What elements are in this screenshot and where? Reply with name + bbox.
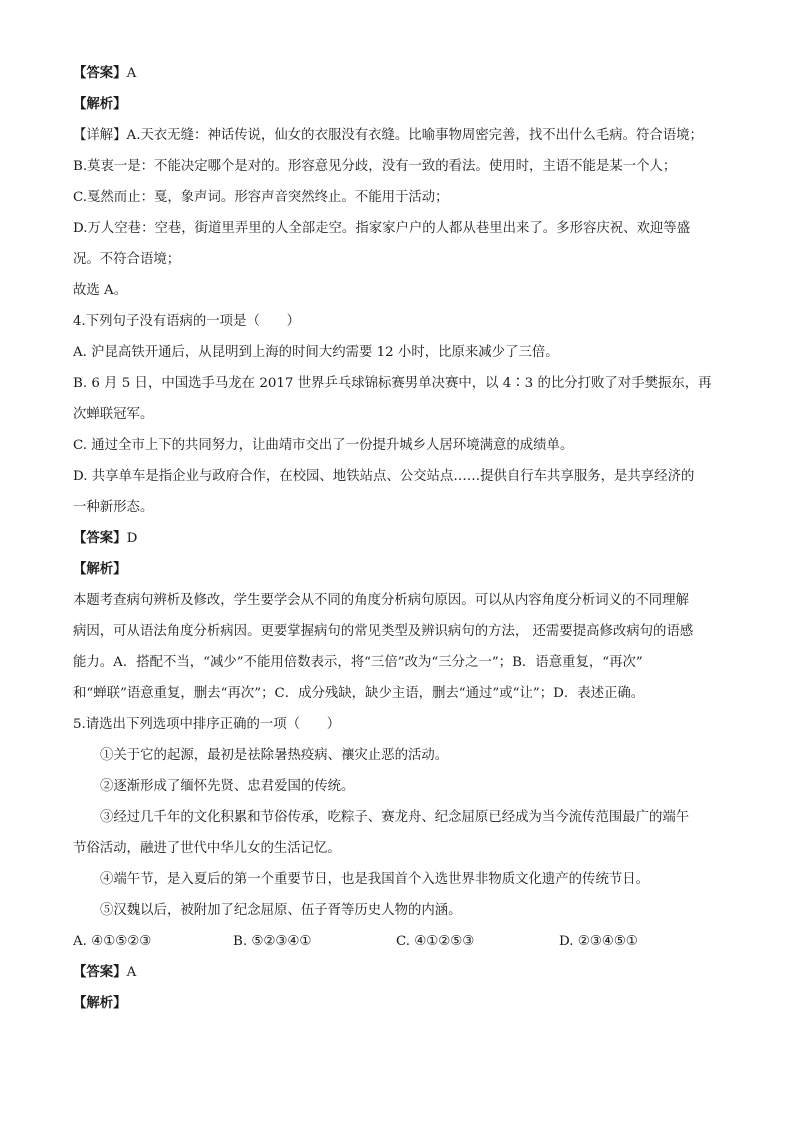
q3-answer [73,58,733,89]
q4-answer [73,523,733,554]
option-d: D. ②③④⑤① [559,934,638,949]
answer-label: 【答案】 [73,65,127,81]
option-c: C. ④①②⑤③ [396,934,475,949]
q3-analysis-line: B.莫衷一是：不能决定哪个是对的。形容意见分歧，没有一致的看法。使用时，主语不能是某一个人； [73,159,677,174]
option-a: A. ④①⑤②③ [73,934,152,949]
q4-option-line: 次蝉联冠军。 [73,407,154,422]
q4-option-line: C. 通过全市上下的共同努力，让曲靖市交出了一份提升城乡人居环境满意的成绩单。 [73,438,574,453]
q4-option-line: D. 共享单车是指企业与政府合作，在校园、地铁站点、公交站点……提供自行车共享服务，是共享经济的 [73,469,695,484]
answer-value: A [126,965,137,980]
q4-option-line: B. 6 月 5 日，中国选手马龙在 2017 世界乒乓球锦标赛男单决赛中，以 4∶3 的比分打败了对手樊振东，再 [73,376,712,391]
q4-analysis-line: 能力。A．搭配不当，“减少”不能用倍数表示，将“三倍”改为“三分之一”；B．语意重复，“再次” [73,655,643,670]
q5-sentence-continued: 节俗活动，融进了世代中华儿女的生活记忆。 [73,841,341,856]
q4-analysis-line: 本题考查病句辨析及修改，学生要学会从不同的角度分析病句原因。可以从内容角度分析词义的不同理解 [73,593,689,608]
answer-label: 【答案】 [73,964,127,980]
answer-value: A [126,66,137,81]
q3-analysis-line: 故选 A。 [73,283,128,298]
option-b: B. ⑤②③④① [233,934,312,949]
q4-analysis-label: 【解析】 [73,561,127,577]
q3-analysis-line: 【详解】A.天衣无缝：神话传说，仙女的衣服没有衣缝。比喻事物周密完善，找不出什么毛病。符合语境； [73,128,703,143]
q5-sentence: ⑤汉魏以后，被附加了纪念屈原、伍子胥等历史人物的内涵。 [100,903,462,918]
q3-analysis-line: 况。不符合语境； [73,252,181,267]
q5-sentence: ②逐渐形成了缅怀先贤、忠君爱国的传统。 [100,779,355,794]
q4-option-line: 一种新形态。 [73,500,154,515]
q4-analysis-line: 病因，可从语法角度分析病因。更要掌握病句的常见类型及辨识病句的方法， 还需要提高修改病句的语感 [73,624,694,639]
q5-sentence: ①关于它的起源，最初是祛除暑热疫病、禳灾止恶的活动。 [100,748,449,763]
q3-analysis-label: 【解析】 [73,96,127,112]
q5-answer [73,957,733,988]
q4-analysis-line: 和“蝉联”语意重复，删去“再次”；C．成分残缺，缺少主语，删去“通过”或“让”；D．表述正确。 [73,686,645,701]
document-page [73,58,733,1019]
q5-sentence: ③经过几千年的文化积累和节俗传承，吃粽子、赛龙舟、纪念屈原已经成为当今流传范围最广的端午 [100,810,690,825]
q5-analysis-label: 【解析】 [73,995,127,1011]
q3-analysis-line: C.戛然而止：戛，象声词。形容声音突然终止。不能用于活动； [73,190,449,205]
answer-label: 【答案】 [73,530,127,546]
q4-stem: 4.下列句子没有语病的一项是（ ） [73,314,301,329]
q4-option-line: A. 沪昆高铁开通后，从昆明到上海的时间大约需要 12 小时，比原来减少了三倍。 [73,345,559,360]
q3-analysis-line: D.万人空巷：空巷，街道里弄里的人全部走空。指家家户户的人都从巷里出来了。多形容庆祝、欢迎等盛 [73,221,691,236]
answer-value: D [126,531,138,546]
q5-options [73,926,733,957]
q5-sentence: ④端午节，是入夏后的第一个重要节日，也是我国首个入选世界非物质文化遗产的传统节日。 [100,872,650,887]
q5-stem: 5.请选出下列选项中排序正确的一项（ ） [73,717,341,732]
